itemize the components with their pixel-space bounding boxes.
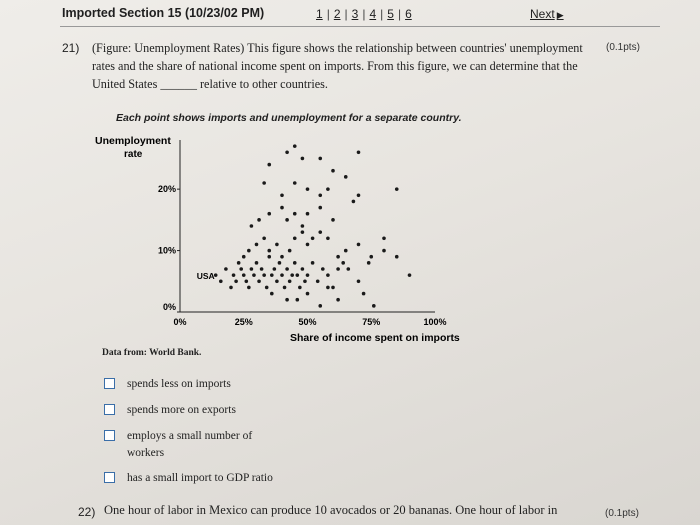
data-point [229,286,233,290]
question-22-points: (0.1pts) [605,508,639,519]
data-point [382,236,386,240]
data-point [293,261,297,265]
data-point [306,187,310,191]
data-point [408,273,412,277]
data-point [318,157,322,161]
data-point [280,273,284,277]
data-point [306,243,310,247]
data-point [367,261,371,265]
chart-axes [180,140,435,312]
x-tick-label: 0% [173,317,187,327]
data-point [267,249,271,253]
section-title: Imported Section 15 (10/23/02 PM) [62,6,265,20]
data-point [336,267,340,271]
page-separator: | [344,7,348,21]
data-point [331,218,335,222]
data-point [301,230,305,234]
x-axis-title: Share of income spent on imports [290,332,460,344]
page-separator: | [362,7,366,21]
data-point [250,267,254,271]
data-point [301,224,305,228]
data-point [395,187,399,191]
x-tick-label: 25% [234,317,253,327]
page-separator: | [326,7,330,21]
data-source: Data from: World Bank. [102,348,202,358]
data-point [275,279,279,283]
answer-option-1[interactable] [104,376,287,393]
data-point [326,187,330,191]
data-point [372,304,376,308]
answer-option-3[interactable] [104,428,287,462]
data-point [293,144,297,148]
data-point [316,279,320,283]
chart-points [214,144,411,307]
data-point [293,212,297,216]
question-21-text: (Figure: Unemployment Rates) This figure shows the relationship between countries' unemployment rates and the share of national income spent on imports. From this figure, we can determine that the United States ______ relative to other countries. [92,41,583,91]
data-point [318,304,322,308]
data-point [301,157,305,161]
checkbox[interactable] [104,404,115,415]
data-point [331,169,335,173]
data-point [290,273,294,277]
page-separator: | [397,7,402,21]
data-point [318,193,322,197]
data-point [369,255,373,259]
data-point [326,286,330,290]
question-22-number: 22) [78,505,96,519]
next-label: Next [530,7,555,21]
data-point [296,273,300,277]
data-point [344,249,348,253]
data-point [311,236,315,240]
data-point [288,279,292,283]
data-point [219,279,223,283]
data-point [265,286,269,290]
data-point [285,298,289,302]
data-point [296,298,300,302]
checkbox[interactable] [104,472,115,483]
data-point [331,286,335,290]
page-link-5[interactable]: 5 [387,7,394,21]
data-point [303,279,307,283]
checkbox[interactable] [104,378,115,389]
data-point [301,267,305,271]
data-point [352,200,356,204]
data-point [242,273,246,277]
data-point [306,273,310,277]
data-point [285,267,289,271]
data-point [252,273,256,277]
data-point [293,181,297,185]
chart-labels [95,135,460,344]
data-point [283,286,287,290]
data-point [341,261,345,265]
data-point [362,292,366,296]
page-link-1[interactable]: 1 [316,7,323,21]
data-point [318,230,322,234]
chart-ticks [158,184,447,327]
data-point [242,255,246,259]
answer-option-label: spends less on imports [127,378,231,390]
data-point [278,261,282,265]
data-point [262,273,266,277]
data-point [267,212,271,216]
data-point [239,267,243,271]
data-point [357,243,361,247]
data-point [273,267,277,271]
data-point [326,236,330,240]
y-axis-title-line2: rate [124,149,143,160]
data-point [298,286,302,290]
answer-option-2[interactable] [104,402,287,419]
data-point [232,273,236,277]
data-point [247,286,251,290]
data-point [285,150,289,154]
data-point [288,249,292,253]
y-tick-label: 0% [162,302,176,312]
answer-option-label: employs a small number of workers [127,430,253,459]
data-point [262,181,266,185]
data-point [336,255,340,259]
data-point [257,218,261,222]
data-point [344,175,348,179]
next-arrow-icon: ▶ [556,10,564,20]
checkbox[interactable] [104,430,115,441]
data-point [382,249,386,253]
x-tick-label: 100% [423,317,447,327]
data-point [357,150,361,154]
x-tick-label: 50% [298,317,317,327]
data-point [270,292,274,296]
data-point [234,279,238,283]
data-point [262,236,266,240]
data-point [318,206,322,210]
y-axis-title: Unemployment [95,135,171,147]
page-link-6[interactable]: 6 [405,7,412,21]
data-point [270,273,274,277]
answer-option-label: has a small import to GDP ratio [127,472,273,484]
question-21-number: 21) [62,41,80,55]
data-point [267,255,271,259]
data-point [255,243,259,247]
data-point [347,267,351,271]
data-point [224,267,228,271]
data-point [250,224,254,228]
data-point [280,193,284,197]
answer-option-label: spends more on exports [127,404,236,416]
data-point [311,261,315,265]
page-link-3[interactable]: 3 [351,7,359,21]
question-22-text: One hour of labor in Mexico can produce 10 avocados or 20 bananas. One hour of labor in [104,503,558,517]
question-21-points: (0.1pts) [606,42,640,53]
chart-caption: Each point shows imports and unemployment for a separate country. [116,112,462,124]
data-point [357,279,361,283]
answer-option-4[interactable] [104,470,347,487]
page-link-4[interactable]: 4 [369,7,377,21]
data-point [306,212,310,216]
data-point [280,255,284,259]
data-point [267,163,271,167]
data-point [275,243,279,247]
data-point [321,267,325,271]
x-tick-label: 75% [362,317,381,327]
data-point [255,261,259,265]
page-separator: | [380,7,384,21]
data-point [326,273,330,277]
usa-label: USA [196,271,215,282]
data-point [395,255,399,259]
y-tick-label: 20% [157,184,176,195]
data-point [336,298,340,302]
data-point [257,279,261,283]
data-point [247,249,251,253]
data-point [285,218,289,222]
data-point [280,206,284,210]
data-point [306,292,310,296]
y-tick-label: 10% [157,245,176,256]
page-link-2[interactable]: 2 [333,7,341,21]
data-point [357,193,361,197]
data-point [293,236,297,240]
data-point [245,279,249,283]
data-point [260,267,264,271]
data-point [237,261,241,265]
